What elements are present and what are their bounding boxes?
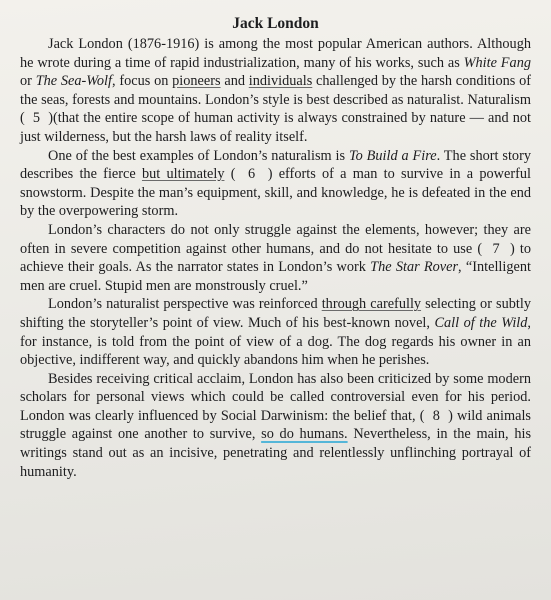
work-title-to-build-a-fire: To Build a Fire [348,147,437,164]
paragraph-4-text-e: , for instance, is told from the point of view of a dog. The dog regards his owner in an objective, indifferent way, and quickly abandons him when he perishes. [20,314,531,369]
paragraph-1-text-g: and [220,73,249,90]
paragraph-1-text-e: , focus on [112,73,173,90]
paragraph-3-text-d: , “Intelligent men are cruel. Stupid men are monstrously cruel.” [20,259,531,294]
work-title-sea-wolf: The Sea-Wolf [35,73,112,90]
paragraph-4-text-a: London’s naturalist perspective was reinforced [48,296,322,313]
paragraph-1 [20,35,531,147]
paragraph-5 [20,370,531,482]
blank-8: 8 [424,407,449,424]
work-title-white-fang: White Fang [463,54,531,71]
paragraph-1-text-i: challenged by the harsh conditions of the seas, forests and mountains. London’s style is best described as naturalist. Naturalism ( [20,73,532,127]
paragraph-5-text-b: ) wild animals struggle against one another to survive, [20,407,531,443]
blank-7: 7 [482,240,510,257]
paragraph-1-text-a: Jack London (1876-1916) is among the most popular American authors. Although he wrote during a time of rapid industrialization, many of his works, such as [20,36,531,71]
underlined-phrase-but-ultimately: but ultimately [141,166,225,183]
work-title-star-rover: The Star Rover [370,259,459,276]
document-title: Jack London [232,15,319,32]
paragraph-5-text-d: Nevertheless, in the main, his writings stand out as an incisive, penetrating and relentlessly unflinching portrayal of humanity. [20,426,532,480]
work-title-call-of-the-wild: Call of the Wild [434,314,528,331]
paragraph-4 [20,295,531,369]
paragraph-2-text-c: . The short story describes the fierce [20,147,531,183]
paragraph-5-text-a: Besides receiving critical acclaim, London has also been criticized by some modern scholars for personal views which could be called controversial even for his period. London was clearly influenced by Social Darwinism: the belief that, ( [20,370,531,424]
paragraph-1-text-c: or [20,73,36,90]
underlined-word-individuals: individuals [248,73,313,90]
underlined-word-pioneers: pioneers [172,73,221,90]
blank-5: 5 [24,110,49,127]
paragraph-3-text-a: London’s characters do not only struggle against the elements, however; they are often in severe competition against other humans, and do not hesitate to use ( [20,221,531,257]
paragraph-2-text-a: One of the best examples of London’s naturalism is [48,147,349,164]
underlined-phrase-through-carefully: through carefully [321,296,422,313]
paragraph-4-text-c: selecting or subtly shifting the storyteller’s point of view. Much of his best-known novel, [20,296,531,331]
blank-6: 6 [235,166,268,183]
paragraph-2 [20,147,531,221]
paragraph-2-text-f: ) efforts of a man to survive in a powerful snowstorm. Despite the man’s equipment, skill, and knowledge, he is defeated in the end by the overpowering storm. [20,166,531,220]
paragraph-2-text-e: ( [224,166,236,183]
paragraph-1-text-j: )(that the entire scope of human activity is always constrained by nature — and not just wilderness, but the harsh laws of reality itself. [20,110,531,145]
paragraph-3-text-b: ) to achieve their goals. As the narrator states in London’s work [20,240,531,276]
highlighted-phrase-so-do-humans: so do humans. [261,426,348,443]
paragraph-3 [20,221,531,295]
